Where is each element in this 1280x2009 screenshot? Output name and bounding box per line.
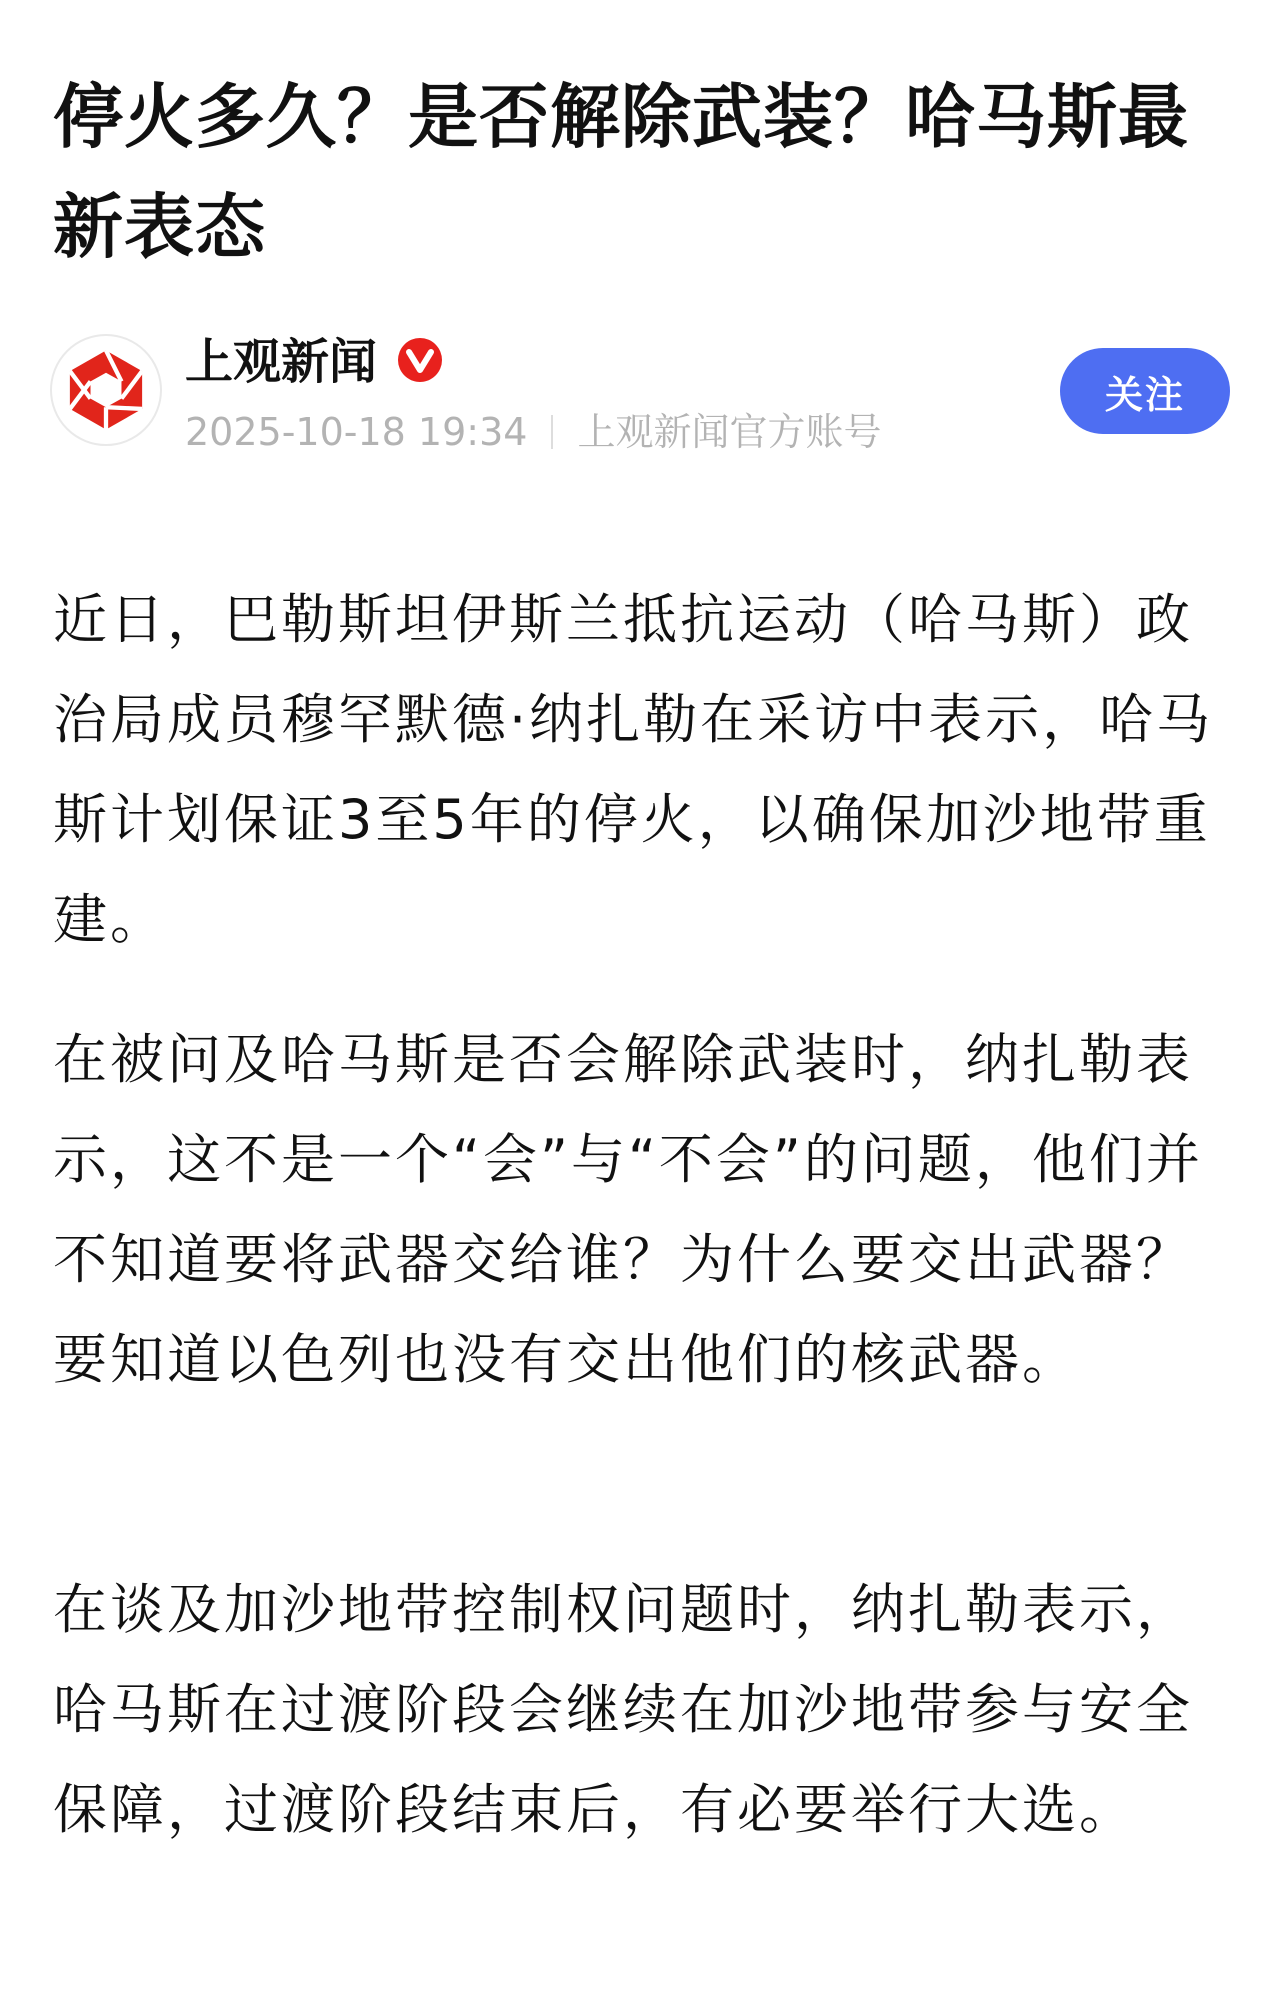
follow-button[interactable]: 关注 [1060, 348, 1230, 434]
body-paragraph-1: 近日，巴勒斯坦伊斯兰抵抗运动（哈马斯）政治局成员穆罕默德·纳扎勒在采访中表示，哈马斯计划保证3至5年的停火，以确保加沙地带重建。 [53, 588, 1214, 951]
meta-divider [551, 415, 553, 449]
author-meta [185, 408, 881, 456]
author-avatar[interactable] [50, 334, 162, 446]
shangguan-logo-icon [63, 347, 149, 433]
verified-badge-icon [396, 336, 444, 384]
article-title: 停火多久？是否解除武装？哈马斯最新表态 [53, 76, 1189, 268]
body-paragraph-3: 在谈及加沙地带控制权问题时，纳扎勒表示，哈马斯在过渡阶段会继续在加沙地带参与安全保障，过渡阶段结束后，有必要举行大选。 [53, 1578, 1193, 1841]
body-paragraph-2: 在被问及哈马斯是否会解除武装时，纳扎勒表示，这不是一个“会”与“不会”的问题，他们并不知道要将武器交给谁？为什么要交出武器？要知道以色列也没有交出他们的核武器。 [53, 1028, 1203, 1391]
account-description: 上观新闻官方账号 [577, 410, 882, 454]
author-name[interactable]: 上观新闻 [185, 334, 378, 390]
author-bar [50, 328, 1230, 458]
publish-time: 2025-10-18 19:34 [185, 410, 528, 454]
